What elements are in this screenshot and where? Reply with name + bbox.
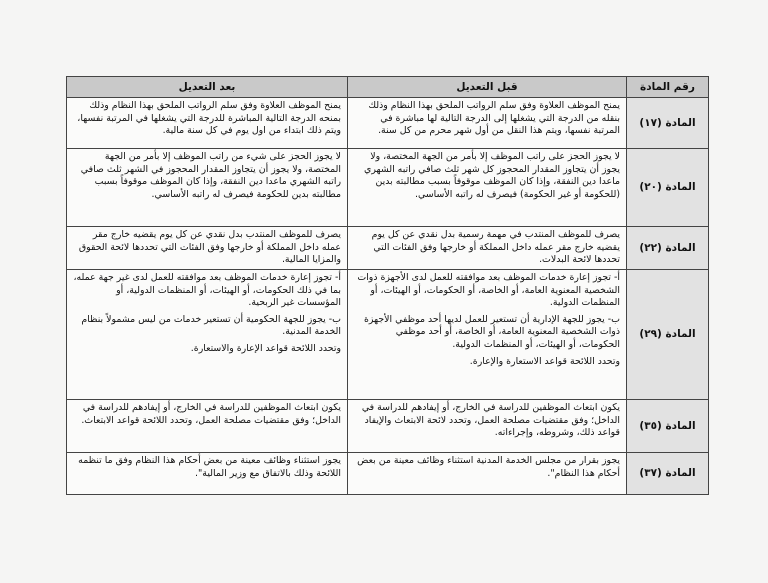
amendments-comparison-table	[66, 76, 709, 495]
header-before-amendment: قبل التعديل	[348, 77, 627, 98]
after-amendment-cell	[67, 149, 348, 227]
clause-text: يمنح الموظف العلاوة وفق سلم الرواتب الملحق بهذا النظام وذلك بمنحه الدرجة التالية المباشرة للدرجة التي يشغلها في المرتبة نفسها، ويتم ذلك ابتداء من اول يوم في كل سنة مالية.	[77, 100, 341, 137]
before-amendment-cell	[348, 149, 627, 227]
before-amendment-cell	[348, 453, 627, 495]
clause-text: ب- يجوز للجهة الإدارية أن تستعير للعمل لديها أحد موظفي الأجهزة ذوات الشخصية المعنوية العامة، أو الخاصة، أو أحد موظفي الحكومات، أو الهيئات، أو المنظمات الدولية.	[363, 313, 620, 350]
article-number-cell: المادة (٣٥)	[627, 400, 709, 453]
before-amendment-cell	[348, 400, 627, 453]
table-row	[67, 270, 709, 400]
before-amendment-cell	[348, 227, 627, 270]
clause-text: أ- تجوز إعارة خدمات الموظف بعد موافقته للعمل لدى غير جهة عمله، بما في ذلك الحكومات، أو الهيئات، أو المنظمات الدولية، أو المؤسسات غير الربحية.	[73, 272, 341, 309]
after-amendment-cell	[67, 98, 348, 149]
before-amendment-cell	[348, 270, 627, 400]
table-row	[67, 149, 709, 227]
after-amendment-cell	[67, 227, 348, 270]
clause-text: لا يجوز الحجز على شيء من راتب الموظف إلا بأمر من الجهة المختصة، ولا يجوز أن يتجاوز المقدار المحجوز في الشهر ثلث صافي راتبه الشهري ماعدا دين النفقة، وإذا كان الموظف موقوفاً بسبب مطالبته بدين للحكومة فيصرف له راتبه الأساسي.	[80, 151, 341, 200]
article-number-cell: المادة (٢٢)	[627, 227, 709, 270]
clause-text: يجوز بقرار من مجلس الخدمة المدنية استثناء وظائف معينة من بعض أحكام هذا النظام".	[357, 455, 620, 479]
header-article-number: رقم المادة	[627, 77, 709, 98]
clause-text: يصرف للموظف المنتدب في مهمة رسمية بدل نقدي عن كل يوم يقضيه خارج مقر عمله داخل المملكة أو خارجها وفق الفئات التي تحددها لائحة البدلات.	[371, 229, 620, 266]
after-amendment-cell	[67, 270, 348, 400]
table-row	[67, 227, 709, 270]
clause-text: يجوز استثناء وظائف معينة من بعض أحكام هذا النظام وفق ما تنظمه اللائحة وذلك بالاتفاق مع وزير المالية".	[78, 455, 341, 479]
article-number-cell: المادة (١٧)	[627, 98, 709, 149]
before-amendment-cell	[348, 98, 627, 149]
clause-text: يمنح الموظف العلاوة وفق سلم الرواتب الملحق بهذا النظام وذلك بنقله من الدرجة التي يشغلها إلى الدرجة التالية لها مباشرة في المرتبة نفسها، ويتم هذا النقل من أول شهر محرم من كل سنة.	[368, 100, 620, 137]
table-row	[67, 98, 709, 149]
header-after-amendment: بعد التعديل	[67, 77, 348, 98]
after-amendment-cell	[67, 400, 348, 453]
clause-text: يصرف للموظف المنتدب بدل نقدي عن كل يوم يقضيه خارج مقر عمله داخل المملكة أو خارجها وفق الفئات التي تحددها لائحة الحقوق والمزايا المالية.	[78, 229, 341, 266]
article-number-cell: المادة (٢٠)	[627, 149, 709, 227]
clause-text: ب- يجوز للجهة الحكومية أن تستعير خدمات من ليس مشمولاً بنظام الخدمة المدنية.	[81, 313, 341, 338]
clause-text: لا يجوز الحجز على راتب الموظف إلا بأمر من الجهة المختصة، ولا يجوز أن يتجاوز المقدار المحجوز كل شهر ثلث صافي راتبه الشهري ماعدا دين النفقة، وإذا كان الموظف موقوفاً بسبب مطالبته بدين (للحكومة أو غير الحكومة) فيصرف له راتبه الأساسي.	[364, 151, 620, 200]
table-body	[67, 98, 709, 495]
clause-text: أ- تجوز إعارة خدمات الموظف بعد موافقته للعمل لدى الأجهزة ذوات الشخصية المعنوية العامة، أو الخاصة، أو الحكومات، أو الهيئات، أو المنظمات الدولية.	[357, 272, 620, 309]
clause-text: يكون ابتعاث الموظفين للدراسة في الخارج، أو إيفادهم للدراسة في الداخل؛ وفق مقتضيات مصلحة العمل، وتحدد اللائحة قواعد الابتعاث.	[81, 402, 341, 426]
table-header-row	[67, 77, 709, 98]
article-number-cell: المادة (٢٩)	[627, 270, 709, 400]
table-row	[67, 400, 709, 453]
table-row	[67, 453, 709, 495]
clause-text: وتحدد اللائحة قواعد الإعارة والاستعارة.	[190, 342, 341, 354]
clause-text: وتحدد اللائحة قواعد الاستعارة والإعارة.	[469, 355, 620, 367]
after-amendment-cell	[67, 453, 348, 495]
article-number-cell: المادة (٣٧)	[627, 453, 709, 495]
clause-text: يكون ابتعاث الموظفين للدراسة في الخارج، أو إيفادهم للدراسة في الداخل؛ وفق مقتضيات مصلحة العمل، وتحدد لائحة الابتعاث والإيفاد قواعد ذلك، وشروطه، وإجراءاته.	[361, 402, 620, 439]
